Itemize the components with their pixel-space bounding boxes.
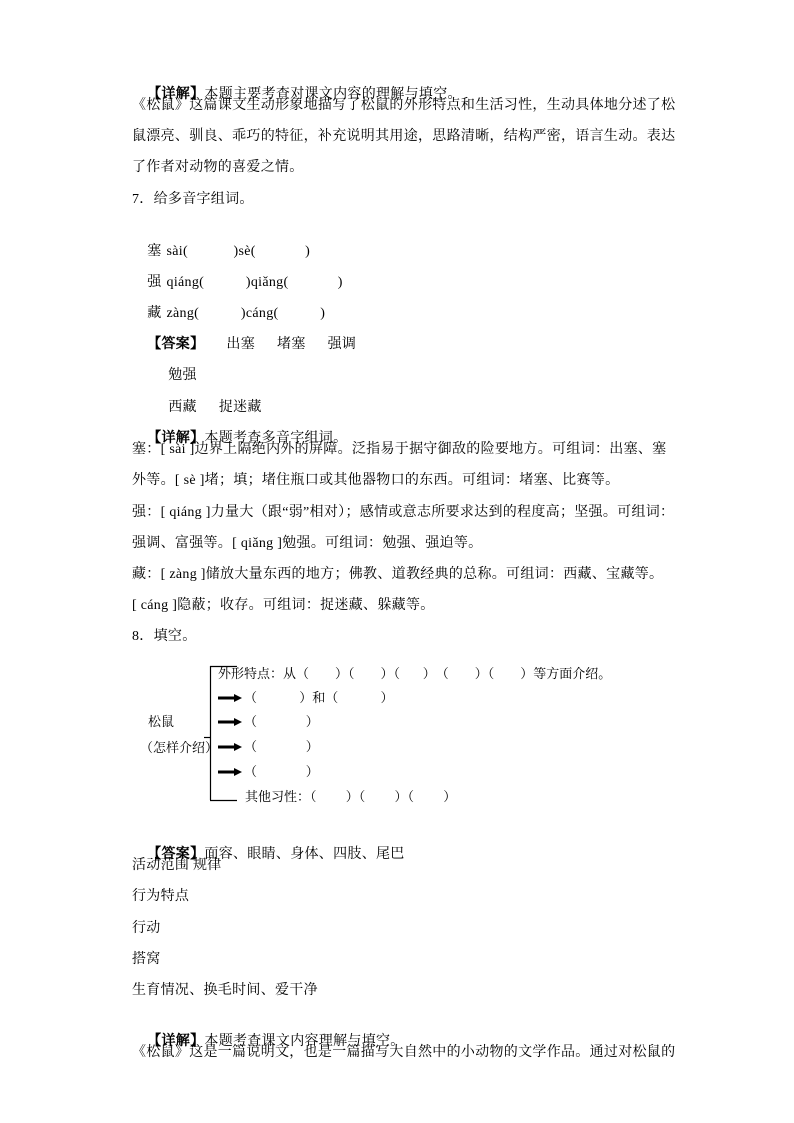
diagram-row-blank: （ ） [244,739,319,754]
pinyin-blanks: zàng( )cáng( ) [166,306,326,321]
q6-explain-line: 鼠漂亮、驯良、乖巧的特征，补充说明其用途，思路清晰，结构严密，语言生动。表达 [132,129,676,144]
q6-explain-line: 《松鼠》这篇课文生动形象地描写了松鼠的外形特点和生活习性，生动具体地分述了松 [132,98,676,113]
q7-pinyin-row [132,253,343,290]
q6-explain-line: 了作者对动物的喜爱之情。 [132,160,304,175]
pinyin-blanks: sài( )sè( ) [166,244,311,259]
q8-answer-line [132,825,405,862]
answer-word: 捉迷藏 [218,400,262,415]
detail-text: 本题考查课文内容理解与填空。 [204,1034,405,1049]
arrow-head [234,768,242,776]
q7-explain-line: 藏：[ zàng ]储放大量东西的地方；佛教、道教经典的总称。可组词：西藏、宝藏等。 [132,567,664,582]
diagram-root: 松鼠 [148,714,175,729]
answer-text: 面容、眼睛、身体、四肢、尾巴 [204,847,405,862]
diagram-row-appearance: 外形特点：从（ ）（ ）（ ） （ ）（ ）等方面介绍。 [218,666,612,681]
diagram-row-blank: （ ） [244,714,319,729]
q7-answer-line [153,346,197,383]
q7-title: 7．给多音字组词。 [132,192,254,207]
diagram-row-blank: （ ）和（ ） [244,690,394,705]
detail-label: 【详解】 [147,1034,205,1049]
answer-label: 【答案】 [147,847,205,862]
arrow-head [234,743,242,751]
arrow-head [234,694,242,702]
q7-answer-line [132,315,357,352]
detail-label: 【详解】 [147,431,205,446]
q7-explain-line: 强：[ qiáng ]力量大（跟“弱”相对）；感情或意志所要求达到的程度高；坚强。可组词： [132,505,675,520]
q7-explain-line: 强调、富强等。[ qiǎng ]勉强。可组词：勉强、强迫等。 [132,536,483,551]
answer-label: 【答案】 [147,337,205,352]
detail-label: 【详解】 [147,87,205,102]
q7-pinyin-row [132,284,326,321]
polyphone-char: 塞 [147,244,162,259]
q7-detail-line [132,409,348,446]
q8-explain-line: 《松鼠》这是一篇说明文，也是一篇描写大自然中的小动物的文学作品。通过对松鼠的 [132,1045,676,1060]
q8-answer-line: 生育情况、换毛时间、爱干净 [132,983,318,998]
diagram-root-sub: （怎样介绍） [140,740,219,755]
q6-detail-line [132,65,462,102]
answer-word: 强调 [327,337,357,352]
answer-word: 堵塞 [277,337,306,352]
answer-word: 出塞 [226,337,256,352]
q8-answer-line: 搭窝 [132,952,161,967]
q8-detail-line [132,1012,405,1049]
q7-explain-line: 外等。[ sè ]堵；填；堵住瓶口或其他器物口的东西。可组词：堵塞、比赛等。 [132,473,620,488]
q7-explain-line: [ cáng ]隐蔽；收存。可组词：捉迷藏、躲藏等。 [132,598,435,613]
q7-pinyin-row [132,222,311,259]
arrow-head [234,718,242,726]
detail-text: 本题主要考查对课文内容的理解与填空。 [204,87,462,102]
polyphone-char: 藏 [147,306,162,321]
q8-answer-line: 行动 [132,921,161,936]
q7-explain-line: 塞：[ sài ]边界上隔绝内外的屏障。泛指易于据守御敌的险要地方。可组词：出塞、塞 [132,442,667,457]
answer-word: 西藏 [168,400,197,415]
q8-answer-line: 行为特点 [132,889,190,904]
diagram-row-blank: （ ） [244,764,319,779]
detail-text: 本题考查多音字组词。 [204,431,348,446]
pinyin-blanks: qiáng( )qiǎng( ) [166,275,343,290]
q8-answer-line: 活动范围 规律 [132,858,222,873]
q7-answer-line [153,378,262,415]
q8-title: 8．填空。 [132,629,197,644]
answer-word: 勉强 [168,368,197,383]
diagram-row-other-habits: 其他习性：（ ）（ ）（ ） [245,789,457,804]
polyphone-char: 强 [147,275,162,290]
